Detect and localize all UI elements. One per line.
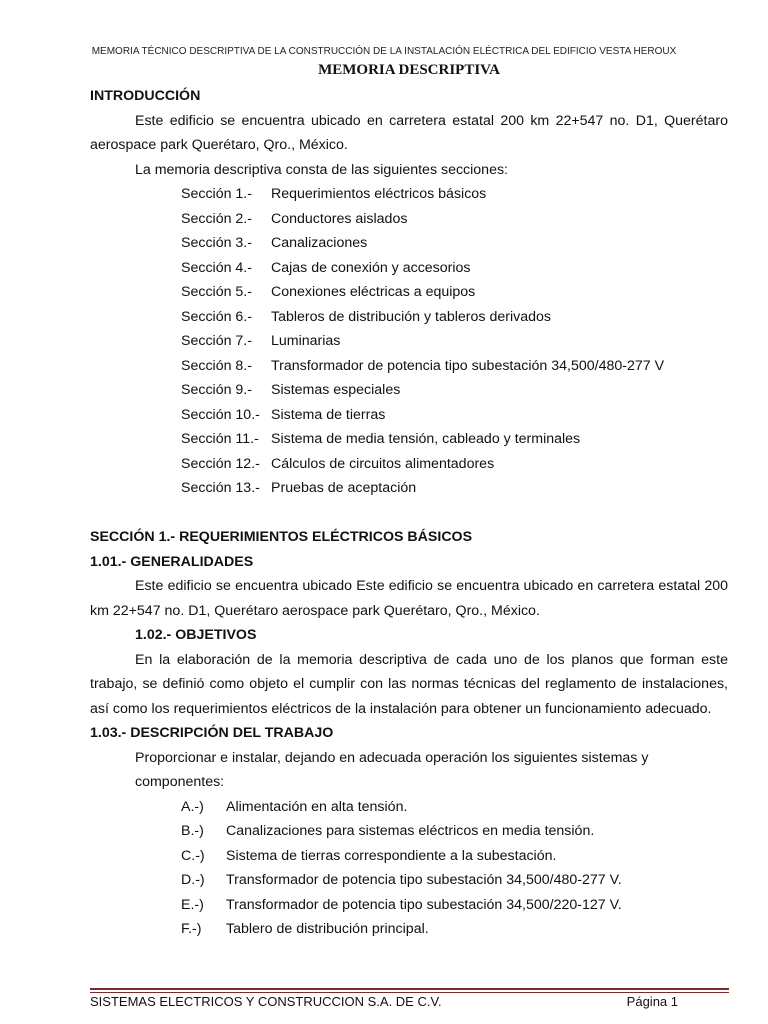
list-item bbox=[90, 893, 728, 918]
document-title: MEMORIA DESCRIPTIVA bbox=[318, 62, 500, 78]
list-item-number: Sección 10.- bbox=[181, 406, 260, 423]
list-item-number: Sección 3.- bbox=[181, 235, 252, 251]
list-item-text: Transformador de potencia tipo subestación 34,500/480-277 V bbox=[271, 357, 665, 374]
section1-heading: SECCIÓN 1.- REQUERIMIENTOS ELÉCTRICOS BÁSICOS bbox=[90, 529, 473, 545]
list-item-number: Sección 9.- bbox=[181, 382, 252, 398]
list-item-text: Sistema de media tensión, cableado y terminales bbox=[271, 431, 581, 447]
list-item bbox=[90, 868, 728, 893]
list-item-text: Sistemas especiales bbox=[271, 382, 401, 398]
list-item-number: Sección 2.- bbox=[181, 210, 252, 227]
list-item-number: B.-) bbox=[181, 823, 204, 839]
list-item-text: Tableros de distribución y tableros derivados bbox=[271, 308, 551, 325]
intro-paragraph-1: Este edificio se encuentra ubicado en carretera estatal 200 km 22+547 no. D1, Querétaro aerospace park Querétaro, Qro., México. bbox=[90, 112, 728, 153]
list-item bbox=[90, 452, 728, 477]
intro-paragraph-2: La memoria descriptiva consta de las siguientes secciones: bbox=[135, 161, 509, 178]
list-item-text: Luminarias bbox=[271, 333, 341, 349]
paragraph-1-03: Proporcionar e instalar, dejando en adecuada operación los siguientes sistemas y componentes: bbox=[135, 749, 649, 790]
list-item bbox=[90, 207, 728, 232]
list-item-number: Sección 12.- bbox=[181, 455, 260, 472]
list-item-text: Pruebas de aceptación bbox=[271, 480, 417, 496]
heading-1-03: 1.03.- DESCRIPCIÓN DEL TRABAJO bbox=[90, 725, 334, 741]
list-item bbox=[90, 917, 728, 942]
footer-page-number: Página 1 bbox=[626, 994, 678, 1009]
list-item-number: Sección 1.- bbox=[181, 186, 252, 202]
list-item-text: Tablero de distribución principal. bbox=[226, 921, 429, 937]
list-item-text: Alimentación en alta tensión. bbox=[226, 798, 408, 815]
list-item bbox=[90, 819, 728, 844]
list-item bbox=[90, 476, 728, 501]
intro-heading: INTRODUCCIÓN bbox=[90, 88, 201, 104]
list-item bbox=[90, 427, 728, 452]
list-item-text: Cajas de conexión y accesorios bbox=[271, 259, 471, 276]
list-item-number: D.-) bbox=[181, 872, 205, 888]
list-item-number: Sección 4.- bbox=[181, 259, 252, 276]
list-item bbox=[90, 305, 728, 330]
list-item-number: F.-) bbox=[181, 921, 202, 937]
list-item-text: Transformador de potencia tipo subestación 34,500/220-127 V. bbox=[226, 896, 622, 913]
list-item bbox=[90, 182, 728, 207]
footer-divider-thin bbox=[90, 992, 729, 993]
list-item-text: Conexiones eléctricas a equipos bbox=[271, 284, 476, 300]
paragraph-1-01: Este edificio se encuentra ubicado Este edificio se encuentra ubicado en carretera estatal 200 km 22+547 no. D1, Querétaro aerospace park Querétaro, Qro., México. bbox=[90, 578, 728, 619]
list-item-text: Sistema de tierras bbox=[271, 406, 386, 423]
list-item-number: E.-) bbox=[181, 896, 204, 913]
list-item-number: A.-) bbox=[181, 798, 204, 815]
paragraph-1-02: En la elaboración de la memoria descriptiva de cada uno de los planos que forman este trabajo, se definió como objeto el cumplir con las normas técnicas del reglamento de instalaciones, así como los requerimientos eléctricos de la instalación para obtener un funcionamiento adecuado. bbox=[90, 651, 728, 717]
list-item bbox=[90, 329, 728, 354]
list-item-number: Sección 5.- bbox=[181, 284, 252, 300]
list-item bbox=[90, 280, 728, 305]
list-item-text: Canalizaciones para sistemas eléctricos en media tensión. bbox=[226, 823, 595, 839]
list-item bbox=[90, 403, 728, 428]
footer-company: SISTEMAS ELECTRICOS Y CONSTRUCCION S.A. DE C.V. bbox=[90, 994, 442, 1009]
footer-divider bbox=[90, 988, 729, 990]
list-item bbox=[90, 844, 728, 869]
list-item-number: C.-) bbox=[181, 847, 205, 864]
list-item-text: Conductores aislados bbox=[271, 210, 408, 227]
list-item-number: Sección 8.- bbox=[181, 357, 252, 374]
list-item bbox=[90, 354, 728, 379]
list-item bbox=[90, 256, 728, 281]
document-body bbox=[90, 84, 728, 942]
sections-list bbox=[90, 182, 728, 501]
list-item bbox=[90, 378, 728, 403]
list-item bbox=[90, 795, 728, 820]
list-item-text: Cálculos de circuitos alimentadores bbox=[271, 455, 495, 472]
list-item-text: Transformador de potencia tipo subestación 34,500/480-277 V. bbox=[226, 872, 622, 888]
running-header: MEMORIA TÉCNICO DESCRIPTIVA DE LA CONSTRUCCIÓN DE LA INSTALACIÓN ELÉCTRICA DEL EDIFICIO VESTA HEROUX bbox=[91, 46, 677, 57]
spacer bbox=[90, 501, 728, 526]
list-item-text: Requerimientos eléctricos básicos bbox=[271, 186, 487, 202]
list-item-number: Sección 13.- bbox=[181, 480, 260, 496]
list-item bbox=[90, 231, 728, 256]
heading-1-02: 1.02.- OBJETIVOS bbox=[135, 627, 257, 643]
list-item-number: Sección 6.- bbox=[181, 308, 252, 325]
list-item-text: Canalizaciones bbox=[271, 235, 368, 251]
heading-1-01: 1.01.- GENERALIDADES bbox=[90, 553, 254, 570]
list-item-number: Sección 7.- bbox=[181, 333, 252, 349]
list-item-number: Sección 11.- bbox=[181, 431, 259, 447]
list-item-text: Sistema de tierras correspondiente a la subestación. bbox=[226, 847, 557, 864]
components-list bbox=[90, 795, 728, 942]
